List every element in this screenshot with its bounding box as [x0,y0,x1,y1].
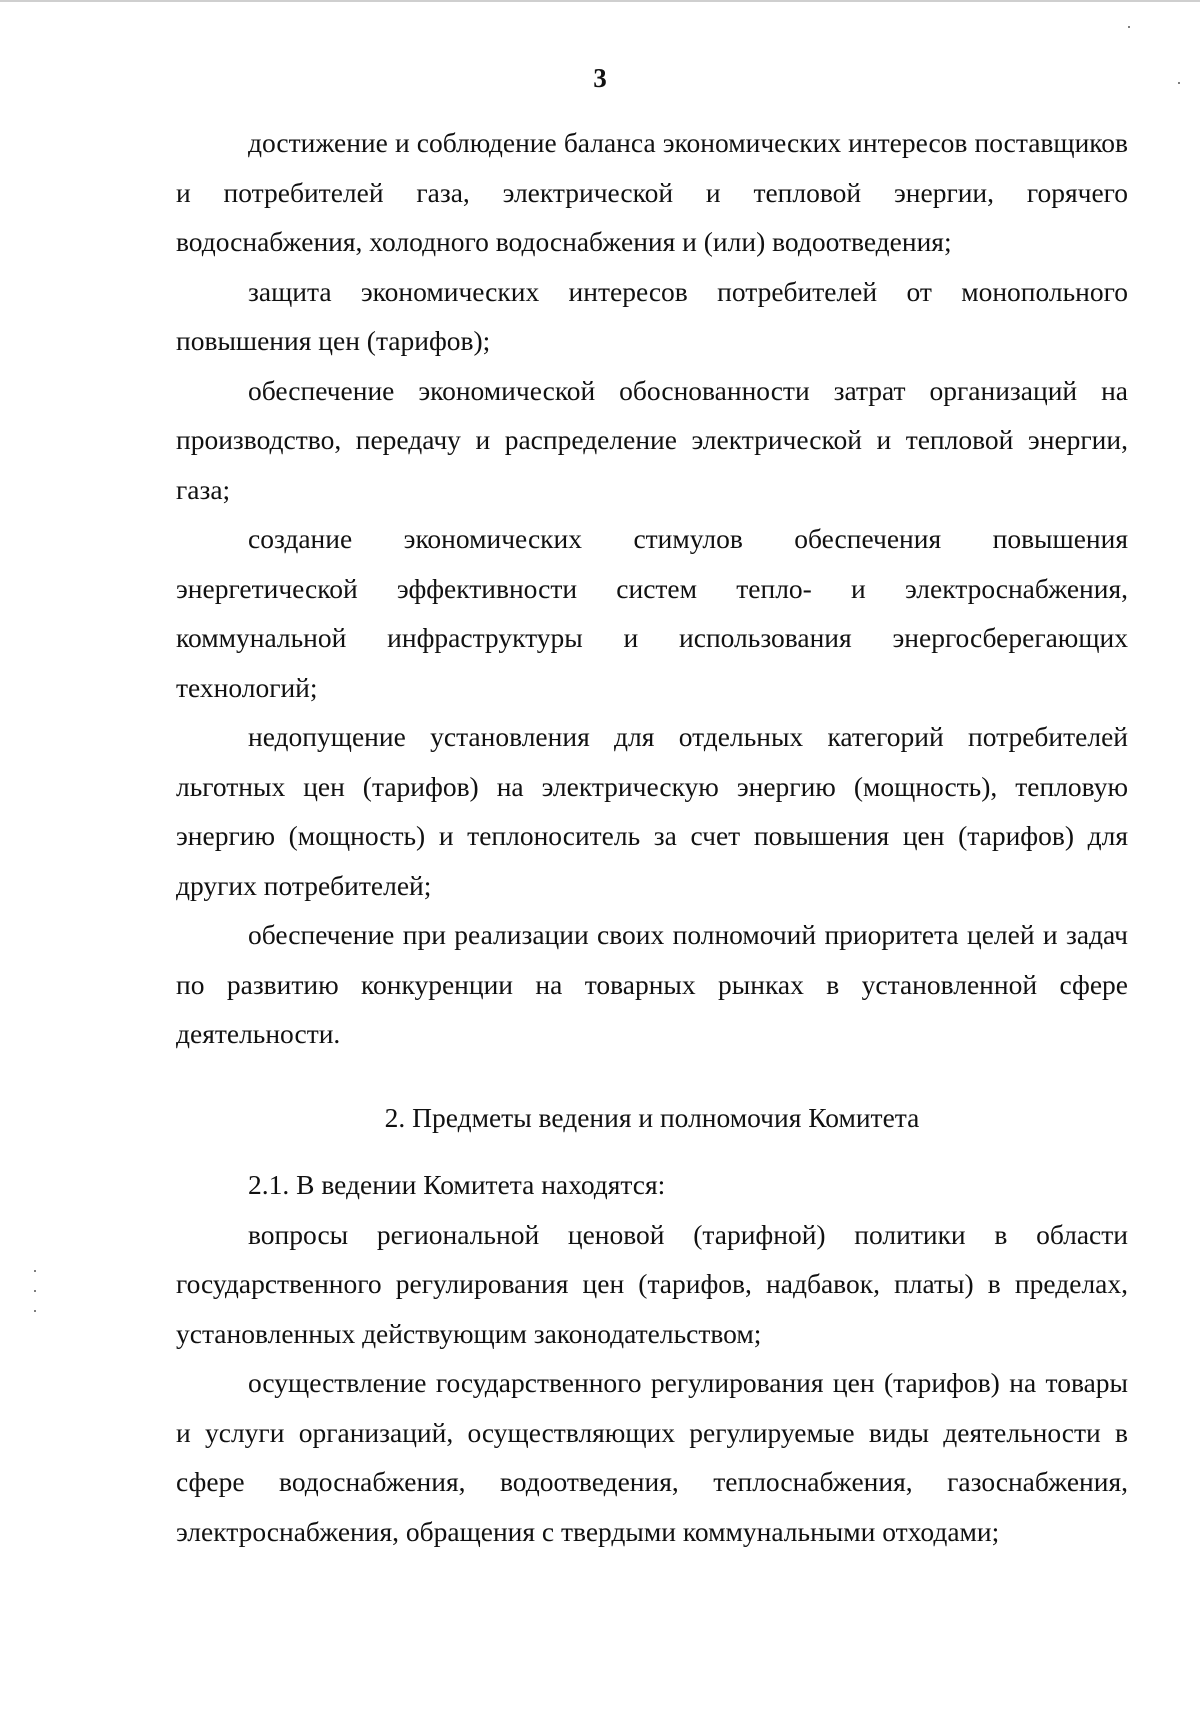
paragraph-consumer-protection: защита экономических интересов потребителей от монопольного повышения цен (тарифов); [176,275,1128,356]
paragraph-cost-justification: обеспечение экономической обоснованности затрат организаций на производство, передачу и распределение электрической и тепловой энергии, газа; [176,374,1128,505]
scan-speck [34,1290,36,1292]
paragraph-preferential-prices: недопущение установления для отдельных категорий потребителей льготных цен (тарифов) на электрическую энергию (мощность), тепловую энергию (мощность) и теплоноситель за счет повышения цен (тарифов) для других потребителей; [176,721,1128,901]
scan-speck [34,1270,36,1272]
section-heading: 2. Предметы ведения и полномочия Комитета [384,1102,920,1133]
paragraph-competition-priority: обеспечение при реализации своих полномочий приоритета целей и задач по развитию конкуренции на товарных рынках в установленной сфере деятельности. [176,919,1128,1049]
paragraph-tariff-policy: вопросы региональной ценовой (тарифной) политики в области государственного регулирования цен (тарифов, надбавок, платы) в пределах, установленных действующим законодательством; [176,1218,1128,1349]
jurisdiction-list [176,1160,1128,1556]
scan-speck [1128,26,1130,28]
paragraph-price-regulation: осуществление государственного регулирования цен (тарифов) на товары и услуги организаций, осуществляющих регулируемые виды деятельности в сфере водоснабжения, водоотведения, теплоснабжения, газоснабжения, электроснабжения, обращения с твердыми коммунальными отходами; [176,1367,1128,1547]
goals-list [176,118,1128,1059]
paragraph-balance-of-interests: достижение и соблюдение баланса экономических интересов поставщиков и потребителей газа, электрической и тепловой энергии, горячего водоснабжения, холодного водоснабжения и (или) водоотведения; [176,127,1128,257]
page-number: 3 [593,63,607,93]
paragraph-energy-efficiency: создание экономических стимулов обеспечения повышения энергетической эффективности систем тепло- и электроснабжения, коммунальной инфраструктуры и использования энергосберегающих технологий; [176,523,1128,703]
paragraph-clause-2-1: 2.1. В ведении Комитета находятся: [248,1169,666,1200]
scan-speck [1178,82,1180,84]
scan-top-edge [0,0,1200,2]
scan-speck [34,1310,36,1312]
